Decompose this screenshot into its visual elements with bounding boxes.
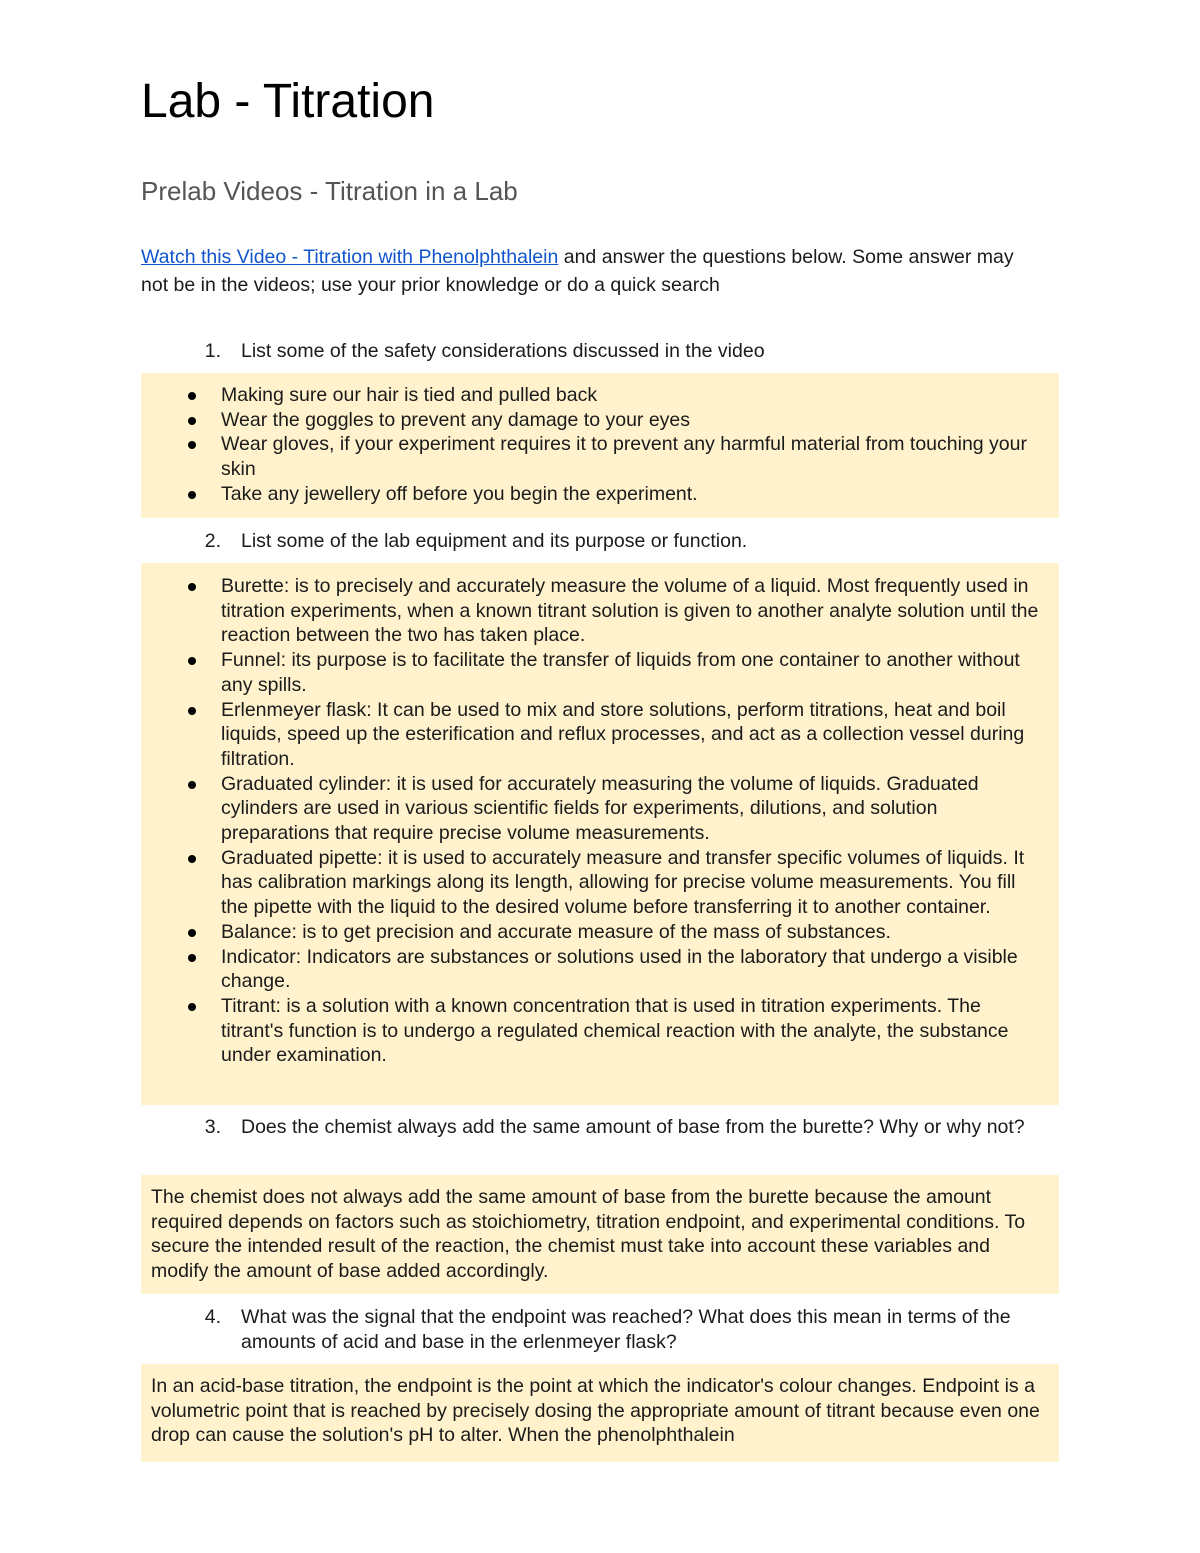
list-item: Indicator: Indicators are substances or solutions used in the laboratory that undergo a visible change. [141, 945, 1059, 994]
bullet-icon [141, 945, 221, 994]
question-2 [141, 529, 1059, 563]
list-item: Making sure our hair is tied and pulled back [141, 383, 1059, 408]
bullet-icon [141, 383, 221, 408]
bullet-icon [141, 994, 221, 1068]
list-item: Funnel: its purpose is to facilitate the transfer of liquids from one container to another without any spills. [141, 648, 1059, 697]
question-1 [141, 339, 1059, 373]
question-text: List some of the lab equipment and its purpose or function. [241, 530, 748, 552]
answer-box-1 [141, 373, 1059, 518]
question-4 [141, 1305, 1059, 1364]
list-item: Take any jewellery off before you begin the experiment. [141, 482, 1059, 507]
question-block-3 [141, 1115, 1059, 1294]
list-item: Titrant: is a solution with a known concentration that is used in titration experiments. The titrant's function is to undergo a regulated chemical reaction with the analyte, the substance under examination. [141, 994, 1059, 1068]
bullet-icon [141, 408, 221, 433]
intro-paragraph [141, 243, 1041, 299]
answer-list [141, 383, 1059, 507]
list-item: Erlenmeyer flask: It can be used to mix and store solutions, perform titrations, heat and boil liquids, speed up the esterification and reflux processes, and act as a collection vessel during filtration. [141, 698, 1059, 772]
list-item: Burette: is to precisely and accurately measure the volume of a liquid. Most frequently used in titration experiments, when a known titrant solution is given to another analyte solution until the reaction between the two has taken place. [141, 574, 1059, 648]
bullet-icon [141, 846, 221, 920]
list-item: Graduated pipette: it is used to accurately measure and transfer specific volumes of liquids. It has calibration markings along its length, allowing for precise volume measurements. You fill the pipette with the liquid to the desired volume before transferring it to another container. [141, 846, 1059, 920]
intro-text: and answer the questions below. Some answer may not be in the videos; use your prior knowledge or do a quick search [141, 246, 1014, 296]
answer-box-2 [141, 563, 1059, 1105]
list-item: Balance: is to get precision and accurate measure of the mass of substances. [141, 920, 1059, 945]
question-text: What was the signal that the endpoint was reached? What does this mean in terms of the amounts of acid and base in the erlenmeyer flask? [241, 1306, 1011, 1353]
question-number: 4. [204, 1306, 221, 1328]
question-block-4 [141, 1305, 1059, 1462]
bullet-icon [141, 920, 221, 945]
question-text: List some of the safety considerations discussed in the video [241, 340, 765, 362]
answer-box-3: The chemist does not always add the same amount of base from the burette because the amount required depends on factors such as stoichiometry, titration endpoint, and experimental conditions. To secure the intended result of the reaction, the chemist must take into account these variables and modify the amount of base added accordingly. [141, 1175, 1059, 1294]
bullet-icon [141, 432, 221, 481]
list-item: Wear gloves, if your experiment requires it to prevent any harmful material from touching your skin [141, 432, 1059, 481]
question-text: Does the chemist always add the same amount of base from the burette? Why or why not? [241, 1116, 1025, 1138]
video-link[interactable]: Watch this Video - Titration with Phenolphthalein [141, 246, 559, 268]
list-item: Graduated cylinder: it is used for accurately measuring the volume of liquids. Graduated cylinders are used in various scientific fields for experiments, dilutions, and solution preparations that require precise volume measurements. [141, 772, 1059, 846]
list-item: Wear the goggles to prevent any damage to your eyes [141, 408, 1059, 433]
bullet-icon [141, 482, 221, 507]
question-block-2 [141, 529, 1059, 1105]
answer-list [141, 574, 1059, 1068]
bullet-icon [141, 648, 221, 697]
question-number: 3. [204, 1116, 221, 1138]
bullet-icon [141, 574, 221, 648]
document-title: Lab - Titration [141, 75, 435, 128]
answer-box-4: In an acid-base titration, the endpoint is the point at which the indicator's colour changes. Endpoint is a volumetric point that is reached by precisely dosing the appropriate amount of titrant because even one drop can cause the solution's pH to alter. When the phenolphthalein [141, 1364, 1059, 1462]
bullet-icon [141, 698, 221, 772]
question-block-1 [141, 339, 1059, 518]
question-3 [141, 1115, 1059, 1175]
bullet-icon [141, 772, 221, 846]
question-number: 2. [204, 530, 221, 552]
section-subtitle: Prelab Videos - Titration in a Lab [141, 176, 518, 206]
question-number: 1. [204, 340, 221, 362]
